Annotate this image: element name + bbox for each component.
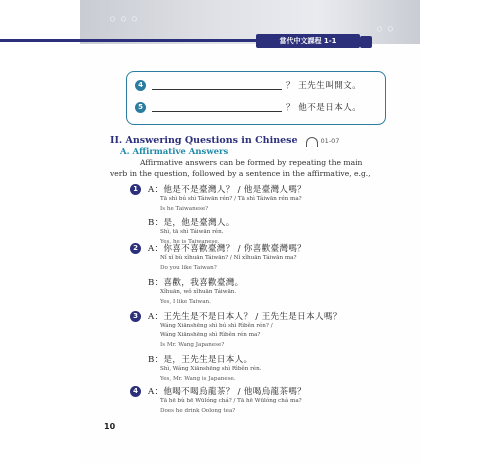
exercise-row [135, 78, 361, 92]
exercise-box [126, 71, 386, 125]
header-decoration: ◦◦ [375, 22, 397, 38]
answer-english: Yes, he is Taiwanese. [160, 239, 220, 245]
exercise-number: 4 [135, 80, 146, 91]
section-heading [110, 135, 339, 146]
header-tag [0, 34, 420, 48]
exercise-row [135, 100, 361, 114]
question-pinyin: Wáng Xiānshēng shì bú shì Rìběn rén? / [160, 323, 273, 329]
question-chinese: A：他喝不喝烏龍茶？ / 他喝烏龍茶嗎？ [148, 387, 307, 397]
answer-pinyin: Shì, tā shì Táiwān rén. [160, 229, 224, 235]
audio-track-number: 01-07 [320, 136, 340, 145]
example-number: 3 [130, 311, 141, 322]
example-number: 4 [130, 386, 141, 397]
answer-english: Yes, Mr. Wang is Japanese. [160, 376, 236, 382]
exercise-answer: ？ 王先生叫開文。 [286, 81, 362, 91]
question-english: Does he drink Oolong tea? [160, 408, 236, 414]
question-english: Do you like Taiwan? [160, 265, 217, 271]
answer-pinyin: Xǐhuān, wǒ xǐhuān Táiwān. [160, 289, 237, 295]
question-chinese: A：你喜不喜歡臺灣？ / 你喜歡臺灣嗎？ [148, 244, 307, 254]
answer-blank[interactable] [152, 103, 282, 112]
header-square [360, 36, 372, 48]
question-english: Is Mr. Wang Japanese? [160, 342, 225, 348]
answer-chinese: B：是，他是臺灣人。 [148, 218, 235, 228]
section-title: II. Answering Questions in Chinese [110, 135, 298, 146]
question-chinese: A：王先生是不是日本人？ / 王先生是日本人嗎？ [148, 312, 342, 322]
question-chinese: A：他是不是臺灣人？ / 他是臺灣人嗎？ [148, 185, 307, 195]
page-number: 10 [104, 422, 116, 431]
exercise-number: 5 [135, 102, 146, 113]
header-decoration: ◦◦◦ [108, 12, 141, 28]
question-pinyin: Wáng Xiānshēng shì Rìběn rén ma? [160, 332, 261, 338]
book-title-tag: 當代中文課程 1-1 [256, 34, 360, 48]
question-pinyin: Nǐ xǐ bù xǐhuān Táiwān? / Nǐ xǐhuān Táiwān ma? [160, 255, 297, 261]
question-pinyin: Tā hē bù hē Wūlóng chá? / Tā hē Wūlóng chá ma? [160, 398, 302, 404]
question-english: Is he Taiwanese? [160, 206, 209, 212]
answer-blank[interactable] [152, 81, 282, 90]
answer-chinese: B：是，王先生是日本人。 [148, 355, 253, 365]
answer-english: Yes, I like Taiwan. [160, 299, 211, 305]
headphones-icon[interactable] [306, 137, 318, 147]
example-number: 2 [130, 243, 141, 254]
answer-chinese: B：喜歡，我喜歡臺灣。 [148, 278, 244, 288]
exercise-answer: ？ 他不是日本人。 [286, 103, 362, 113]
explanation-paragraph: Affirmative answers can be formed by repeating the main verb in the question, followed by a sentence in the affirmative, e.g., [110, 158, 371, 178]
question-pinyin: Tā shì bú shì Táiwān rén? / Tā shì Táiwān rén ma? [160, 196, 302, 202]
answer-pinyin: Shì, Wáng Xiānshēng shì Rìběn rén. [160, 366, 262, 372]
example-number: 1 [130, 184, 141, 195]
subsection-title: A. Affirmative Answers [120, 147, 229, 157]
